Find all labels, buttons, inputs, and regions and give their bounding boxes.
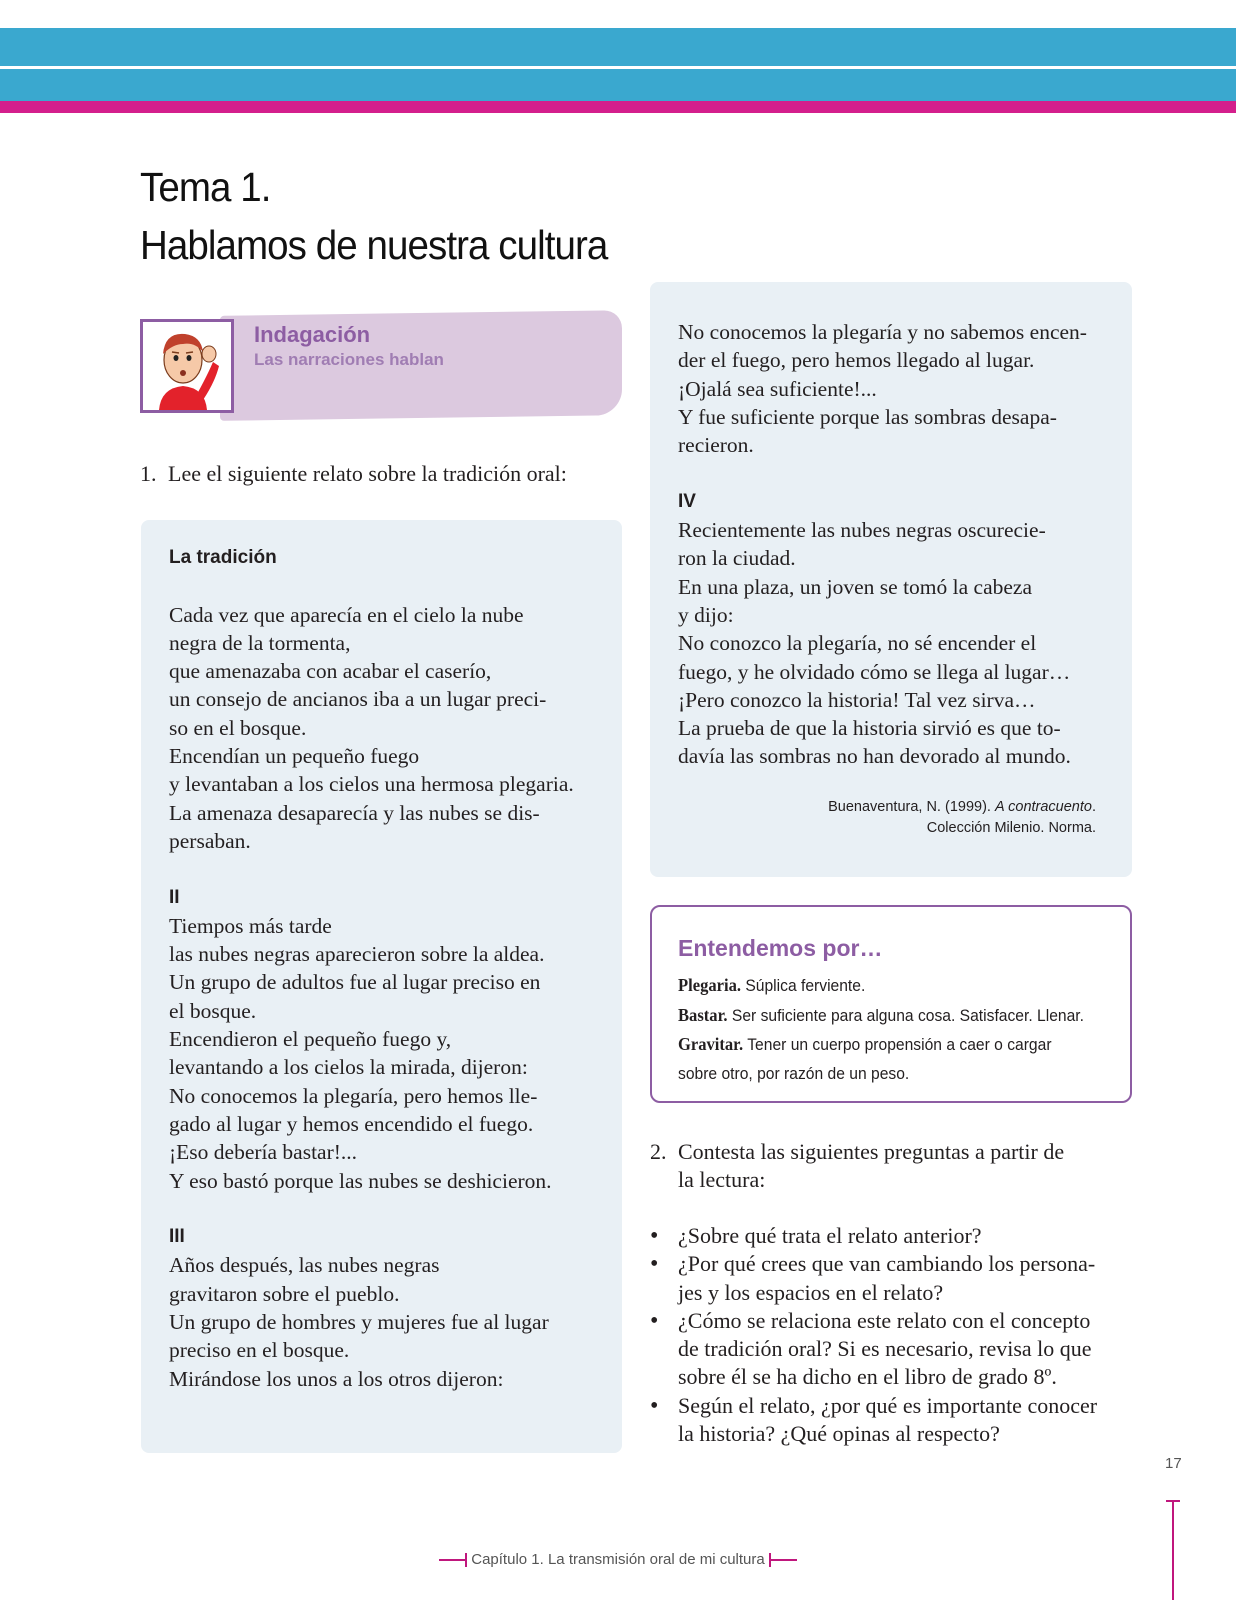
story-line: y dijo: xyxy=(678,602,734,627)
citation-work: A contracuento xyxy=(994,799,1092,815)
story-line: davía las sombras no han devorado al mundo. xyxy=(678,744,1071,769)
story-line: Mirándose los unos a los otros dijeron: xyxy=(169,1366,504,1391)
story-section-4 xyxy=(678,516,1098,771)
definition-text: Súplica ferviente. xyxy=(741,976,866,995)
story-line: levantando a los cielos la mirada, dijeron: xyxy=(169,1055,528,1080)
question-2-text: la lectura: xyxy=(678,1167,766,1193)
story-line: y levantaban a los cielos una hermosa plegaria. xyxy=(169,772,574,797)
story-citation xyxy=(828,797,1096,839)
question-2-text: Contesta las siguientes preguntas a partir de xyxy=(678,1139,1065,1164)
header-band-top xyxy=(0,28,1236,66)
story-line: preciso en el bosque. xyxy=(169,1338,350,1363)
story-line: En una plaza, un joven se tomó la cabeza xyxy=(678,574,1033,599)
story-line: Tiempos más tarde xyxy=(169,913,332,938)
story-section-3 xyxy=(169,1251,597,1392)
story-section-3-continued xyxy=(678,318,1098,459)
definition-item xyxy=(678,1001,1118,1031)
page-title xyxy=(140,158,607,274)
question-2 xyxy=(650,1138,1132,1195)
story-section-2 xyxy=(169,912,597,1195)
story-line: Recientemente las nubes negras oscurecie- xyxy=(678,518,1046,543)
story-line: Un grupo de hombres y mujeres fue al lugar xyxy=(169,1310,549,1335)
citation-author: Buenaventura, N. (1999). xyxy=(828,799,995,815)
question-2-number: 2. xyxy=(650,1139,667,1164)
section-heading-iv: IV xyxy=(678,490,696,512)
definition-term: Bastar. xyxy=(678,1004,728,1025)
story-line: el bosque. xyxy=(169,998,257,1023)
thinking-boy-avatar-icon xyxy=(140,319,234,413)
story-line: Años después, las nubes negras xyxy=(169,1253,440,1278)
footer-left-dash xyxy=(439,1559,467,1561)
definitions-box xyxy=(650,905,1132,1103)
story-line: ¡Ojalá sea suficiente!... xyxy=(678,376,877,401)
story-line: que amenazaba con acabar el caserío, xyxy=(169,659,492,684)
page-number: 17 xyxy=(1165,1455,1182,1472)
story-line: Un grupo de adultos fue al lugar preciso en xyxy=(169,970,541,995)
bullet-icon: • xyxy=(650,1251,659,1278)
list-item: • ¿Por qué crees que van cambiando los persona- jes y los espacios en el relato? xyxy=(650,1250,1136,1307)
question-1-number: 1. xyxy=(140,461,157,486)
story-line: recieron. xyxy=(678,433,754,458)
banner-title: Indagación xyxy=(254,322,371,347)
story-line: ¡Eso debería bastar!... xyxy=(169,1140,358,1165)
list-item: • ¿Sobre qué trata el relato anterior? xyxy=(650,1223,982,1249)
story-line: ¡Pero conozco la historia! Tal vez sirva… xyxy=(678,687,1036,712)
story-line: Y fue suficiente porque las sombras desapa- xyxy=(678,404,1057,429)
footer-chapter-title: La transmisión oral de mi cultura xyxy=(547,1551,765,1568)
bullet-icon: • xyxy=(650,1223,659,1249)
story-line: so en el bosque. xyxy=(169,715,307,740)
list-item: • ¿Cómo se relaciona este relato con el concepto de tradición oral? Si es necesario, revisa lo que sobre él se ha dicho en el libro de grado 8º. xyxy=(650,1307,1136,1392)
story-line: No conozco la plegaría, no sé encender el xyxy=(678,631,1037,656)
definitions-title: Entendemos por… xyxy=(678,935,883,961)
question-1-text: Lee el siguiente relato sobre la tradición oral: xyxy=(168,461,567,486)
story-line: Encendían un pequeño fuego xyxy=(169,744,420,769)
definition-text: Ser suficiente para alguna cosa. Satisfacer. Llenar. xyxy=(727,1005,1085,1025)
definition-term: Gravitar. xyxy=(678,1034,744,1054)
story-title: La tradición xyxy=(169,547,277,568)
story-line: gado al lugar y hemos encendido el fuego. xyxy=(169,1111,534,1136)
story-text-right xyxy=(678,318,1098,771)
definition-item xyxy=(678,1030,1118,1060)
header-magenta-stripe xyxy=(0,101,1236,113)
title-line-2: Hablamos de nuestra cultura xyxy=(140,222,608,268)
definitions-list xyxy=(678,971,1118,1088)
story-line: La amenaza desaparecía y las nubes se dis- xyxy=(169,800,540,825)
bullet-icon: • xyxy=(650,1392,659,1419)
title-line-1: Tema 1. xyxy=(140,164,271,210)
question-1 xyxy=(140,460,567,488)
bullet-icon: • xyxy=(650,1307,659,1334)
definition-term: Plegaria. xyxy=(678,975,742,995)
story-line: negra de la tormenta, xyxy=(169,630,351,655)
story-line: der el fuego, pero hemos llegado al lugar. xyxy=(678,348,1035,373)
story-line: un consejo de ancianos iba a un lugar preci- xyxy=(169,687,547,712)
indagacion-banner xyxy=(140,310,622,418)
story-line: persaban. xyxy=(169,828,251,853)
footer-right-dash xyxy=(769,1559,797,1561)
story-line: gravitaron sobre el pueblo. xyxy=(169,1281,400,1306)
section-heading-ii: II xyxy=(169,886,180,908)
story-line: las nubes negras aparecieron sobre la aldea. xyxy=(169,942,545,967)
header-band-bottom xyxy=(0,69,1236,101)
story-line: fuego, y he olvidado cómo se llega al lugar… xyxy=(678,659,1071,684)
story-text-left xyxy=(169,544,597,1393)
question-2-bullets xyxy=(650,1222,1136,1448)
story-line: No conocemos la plegaría, pero hemos lle- xyxy=(169,1083,538,1108)
page-marker-bar xyxy=(1172,1500,1174,1600)
story-line: La prueba de que la historia sirvió es que to- xyxy=(678,716,1061,741)
definition-text: Tener un cuerpo propensión a caer o cargar xyxy=(743,1035,1052,1054)
citation-end: . xyxy=(1091,799,1096,815)
banner-subtitle: Las narraciones hablan xyxy=(254,350,444,369)
list-item: • Según el relato, ¿por qué es importante conocer la historia? ¿Qué opinas al respecto? xyxy=(650,1392,1136,1449)
footer-chapter: Capítulo 1. xyxy=(471,1551,544,1568)
story-line: ron la ciudad. xyxy=(678,546,796,571)
story-box-left xyxy=(141,520,622,1453)
story-section-1 xyxy=(169,601,597,856)
story-line: Y eso bastó porque las nubes se deshicieron. xyxy=(169,1168,552,1193)
story-line: Cada vez que aparecía en el cielo la nube xyxy=(169,602,524,627)
story-line: Encendieron el pequeño fuego y, xyxy=(169,1027,452,1052)
section-heading-iii: III xyxy=(169,1226,185,1248)
footer xyxy=(0,1551,1236,1568)
definition-item-continued: sobre otro, por razón de un peso. xyxy=(678,1063,910,1083)
story-box-right xyxy=(650,282,1132,877)
story-line: No conocemos la plegaría y no sabemos encen- xyxy=(678,320,1087,344)
citation-publisher: Colección Milenio. Norma. xyxy=(926,820,1096,836)
definition-item xyxy=(678,971,1118,1001)
